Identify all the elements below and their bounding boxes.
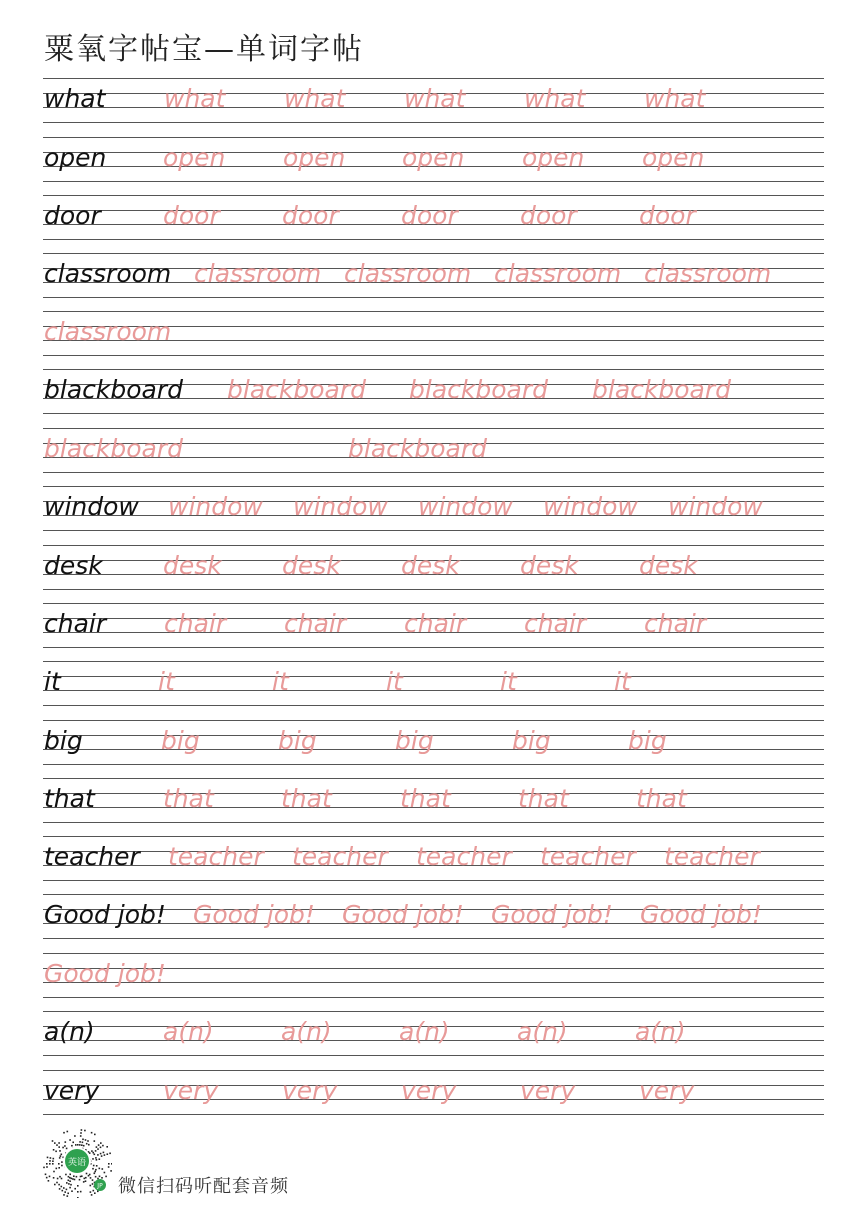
trace-word: chair	[404, 609, 467, 638]
guide-line	[43, 122, 824, 123]
trace-word: big	[161, 726, 200, 755]
trace-word: Good job!	[44, 959, 166, 988]
qr-caption: 微信扫码听配套音频	[118, 1176, 289, 1197]
guide-line	[43, 589, 824, 590]
qr-corner-text: JP	[97, 1182, 103, 1190]
trace-word: big	[512, 726, 551, 755]
trace-word: open	[522, 143, 585, 172]
guide-line	[43, 880, 824, 881]
guide-line	[43, 822, 824, 823]
guide-line	[43, 311, 824, 312]
guide-line	[43, 413, 824, 414]
guide-line	[43, 1055, 824, 1056]
guide-line	[43, 181, 824, 182]
model-word: open	[44, 143, 107, 172]
trace-word: Good job!	[193, 900, 315, 929]
trace-word: window	[293, 492, 388, 521]
model-word: classroom	[44, 259, 172, 288]
guide-line	[43, 764, 824, 765]
trace-word: window	[418, 492, 513, 521]
trace-word: a(n)	[281, 1017, 332, 1046]
trace-word: very	[282, 1076, 338, 1105]
trace-word: it	[158, 667, 175, 696]
trace-word: classroom	[344, 259, 472, 288]
trace-word: desk	[401, 551, 460, 580]
trace-word: it	[500, 667, 517, 696]
model-word: desk	[44, 551, 103, 580]
trace-word: classroom	[194, 259, 322, 288]
qr-badge-text: 英语	[67, 1158, 87, 1168]
guide-line	[43, 705, 824, 706]
trace-word: Good job!	[342, 900, 464, 929]
guide-line	[43, 428, 824, 429]
guide-line	[43, 720, 824, 721]
trace-word: it	[614, 667, 631, 696]
guide-line	[43, 369, 824, 370]
model-word: it	[44, 667, 61, 696]
trace-word: desk	[163, 551, 222, 580]
trace-word: teacher	[168, 842, 264, 871]
trace-word: chair	[284, 609, 347, 638]
trace-word: Good job!	[640, 900, 762, 929]
trace-word: chair	[164, 609, 227, 638]
trace-word: what	[164, 84, 226, 113]
trace-word: desk	[639, 551, 698, 580]
trace-word: that	[163, 784, 214, 813]
model-word: door	[44, 201, 101, 230]
trace-word: door	[401, 201, 458, 230]
model-word: Good job!	[44, 900, 166, 929]
guide-line	[43, 355, 824, 356]
guide-line	[43, 647, 824, 648]
trace-word: door	[639, 201, 696, 230]
trace-word: chair	[644, 609, 707, 638]
guide-line	[43, 486, 824, 487]
guide-line	[43, 938, 824, 939]
guide-line	[43, 778, 824, 779]
trace-word: a(n)	[517, 1017, 568, 1046]
trace-word: Good job!	[491, 900, 613, 929]
trace-word: a(n)	[399, 1017, 450, 1046]
trace-word: classroom	[494, 259, 622, 288]
trace-word: door	[520, 201, 577, 230]
trace-word: a(n)	[163, 1017, 214, 1046]
trace-word: big	[628, 726, 667, 755]
trace-word: what	[524, 84, 586, 113]
guide-line	[43, 253, 824, 254]
model-word: a(n)	[44, 1017, 95, 1046]
guide-line	[43, 239, 824, 240]
trace-word: teacher	[416, 842, 512, 871]
trace-word: very	[163, 1076, 219, 1105]
trace-word: very	[520, 1076, 576, 1105]
trace-word: blackboard	[409, 375, 548, 404]
guide-line	[43, 472, 824, 473]
trace-word: open	[402, 143, 465, 172]
trace-word: window	[543, 492, 638, 521]
guide-line	[43, 195, 824, 196]
trace-word: that	[400, 784, 451, 813]
trace-word: window	[168, 492, 263, 521]
guide-line	[43, 836, 824, 837]
model-word: teacher	[44, 842, 140, 871]
trace-word: that	[281, 784, 332, 813]
guide-line	[43, 530, 824, 531]
trace-word: classroom	[644, 259, 772, 288]
guide-line	[43, 297, 824, 298]
trace-word: open	[283, 143, 346, 172]
trace-word: a(n)	[635, 1017, 686, 1046]
trace-word: open	[642, 143, 705, 172]
trace-word: teacher	[292, 842, 388, 871]
trace-word: teacher	[664, 842, 760, 871]
page-title: 粟氧字帖宝—单词字帖	[44, 32, 364, 67]
trace-word: blackboard	[592, 375, 731, 404]
guide-line	[43, 953, 824, 954]
trace-word: window	[668, 492, 763, 521]
trace-word: big	[395, 726, 434, 755]
trace-word: desk	[520, 551, 579, 580]
trace-word: door	[163, 201, 220, 230]
guide-line	[43, 545, 824, 546]
model-word: blackboard	[44, 375, 183, 404]
trace-word: blackboard	[348, 434, 487, 463]
trace-word: what	[284, 84, 346, 113]
guide-line	[43, 78, 824, 79]
trace-word: that	[518, 784, 569, 813]
guide-line	[43, 997, 824, 998]
trace-word: that	[636, 784, 687, 813]
trace-word: open	[163, 143, 226, 172]
trace-word: what	[404, 84, 466, 113]
qr-code-icon[interactable]	[42, 1128, 112, 1198]
guide-line	[43, 137, 824, 138]
trace-word: desk	[282, 551, 341, 580]
guide-line	[43, 603, 824, 604]
guide-line	[43, 894, 824, 895]
guide-line	[43, 1114, 824, 1115]
trace-word: very	[401, 1076, 457, 1105]
trace-word: door	[282, 201, 339, 230]
trace-word: it	[272, 667, 289, 696]
guide-line	[43, 1011, 824, 1012]
trace-word: blackboard	[227, 375, 366, 404]
model-word: window	[44, 492, 139, 521]
guide-line	[43, 1070, 824, 1071]
trace-word: big	[278, 726, 317, 755]
trace-word: teacher	[540, 842, 636, 871]
trace-word: blackboard	[44, 434, 183, 463]
model-word: chair	[44, 609, 107, 638]
trace-word: chair	[524, 609, 587, 638]
model-word: what	[44, 84, 106, 113]
model-word: big	[44, 726, 83, 755]
trace-word: it	[386, 667, 403, 696]
trace-word: what	[644, 84, 706, 113]
model-word: that	[44, 784, 95, 813]
trace-word: classroom	[44, 317, 172, 346]
guide-line	[43, 661, 824, 662]
model-word: very	[44, 1076, 100, 1105]
trace-word: very	[639, 1076, 695, 1105]
